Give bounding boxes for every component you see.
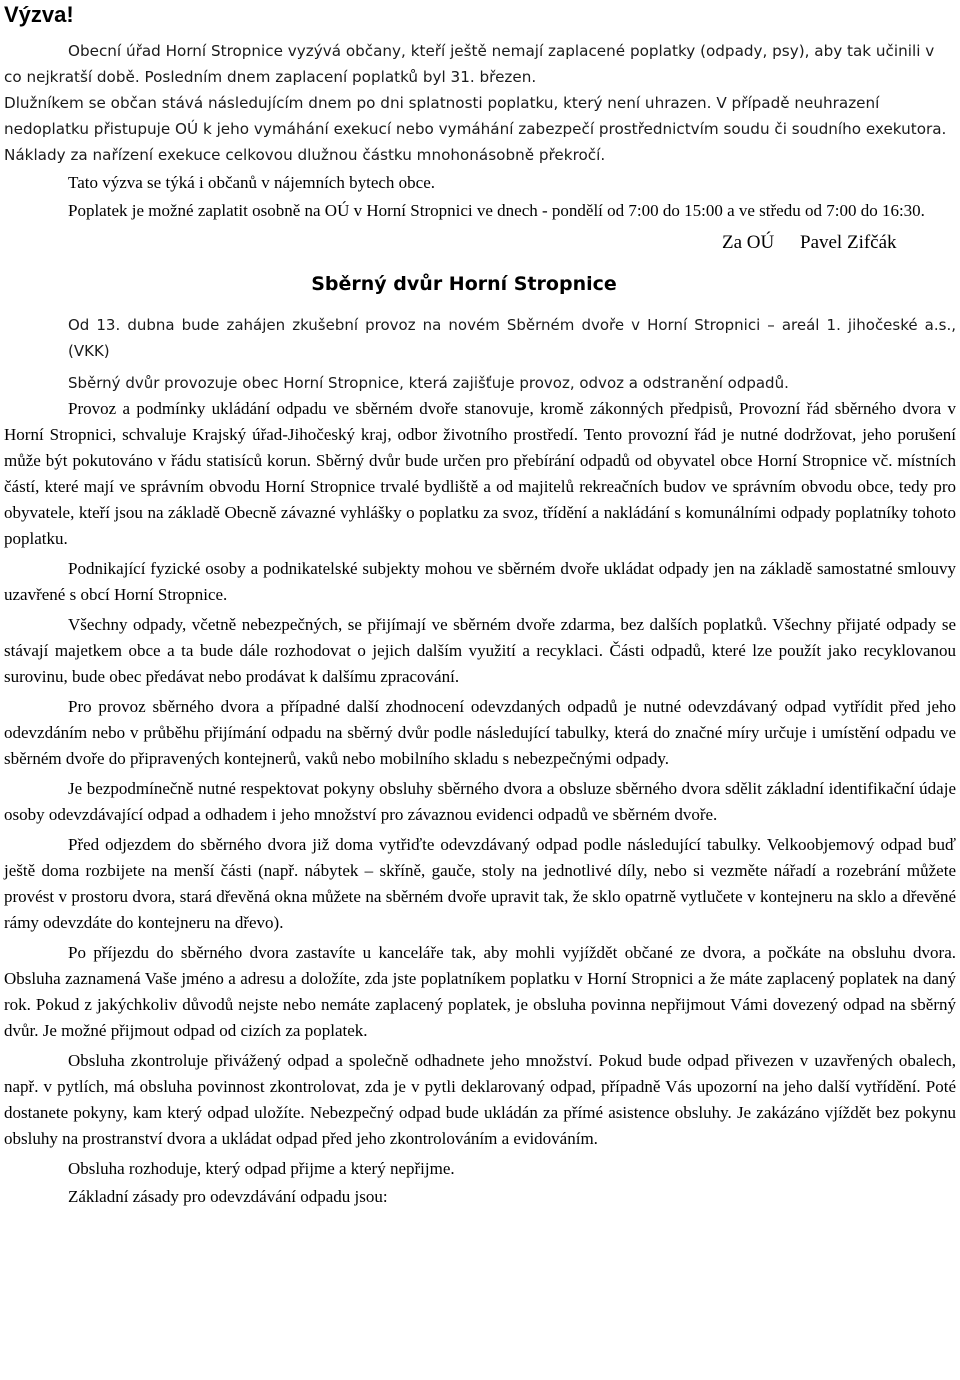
body-paragraph-1: Od 13. dubna bude zahájen zkušební provoz na novém Sběrném dvoře v Horní Stropnici – areál 1. jihočeské a.s., (VKK) — [68, 316, 956, 360]
body-paragraph-10: Obsluha zkontroluje přivážený odpad a společně odhadnete jeho množství. Pokud bude odpad přivezen v uzavřených obalech, např. v pytlích, má obsluha povinnost zkontrolovat, zda je v pytli deklarovaný odpad, případně Vás upozorní na jeho další vytřídění. Poté dostanete pokyny, kam který odpad uložíte. Nebezpečný odpad bude ukládán za přímé asistence obsluhy. Je zakázáno vjíždět bez pokynu obsluhy na prostranství dvora a ukládat odpad před jeho zkontrolováním a evidováním. — [4, 1051, 956, 1148]
signature-name: Pavel Zifčák — [800, 232, 897, 253]
signature-org: Za OÚ — [722, 232, 775, 253]
body-paragraph-4: Podnikající fyzické osoby a podnikatelské subjekty mohou ve sběrném dvoře ukládat odpady jen na základě samostatné smlouvy uzavřené s obcí Horní Stropnice. — [4, 559, 956, 604]
section-title: Sběrný dvůr Horní Stropnice — [311, 273, 617, 295]
notice-paragraph-1: Obecní úřad Horní Stropnice vyzývá občany, kteří ještě nemají zaplacené poplatky (odpady, psy), aby tak učinili v co nejkratší době. Posledním dnem zaplacení poplatků byl 31. březen. — [4, 42, 935, 86]
body-paragraph-8: Před odjezdem do sběrného dvora již doma vytřiďte odevzdávaný odpad podle následující tabulky. Velkoobjemový odpad buď ještě doma rozbijete na menší části (např. nábytek – skříně, gauče, stoly na jednotlivé díly, nebo si vezměte nářadí a rozebrání můžete provést v prostoru dvora, stará dřevěná okna můžete na sběrném dvoře upravit tak, že sklo opatrně vytlučete v kontejneru na sklo a dřevěné rámy odevzdáte do kontejneru na dřevo). — [4, 835, 956, 932]
notice-paragraph-3: Tato výzva se týká i občanů v nájemních bytech obce. — [68, 173, 436, 192]
body-paragraph-11: Obsluha rozhoduje, který odpad přijme a který nepřijme. — [68, 1159, 455, 1178]
notice-paragraph-2: Dlužníkem se občan stává následujícím dnem po dni splatnosti poplatku, který není uhrazen. V případě neuhrazení nedoplatku přistupuje OÚ k jeho vymáhání exekucí nebo vymáhání zabezpečí prostřednictvím soudu či soudního exekutora. Náklady za nařízení exekuce celkovou dlužnou částku mnohonásobně překročí. — [4, 94, 947, 164]
body-paragraph-12: Základní zásady pro odevzdávání odpadu jsou: — [68, 1187, 388, 1206]
document-page — [4, 0, 956, 1210]
body-paragraph-6: Pro provoz sběrného dvora a případné další zhodnocení odevzdaných odpadů je nutné odevzdávaný odpad vytřídit před jeho odevzdáním nebo v průběhu přijímání odpadu na sběrný dvůr podle následující tabulky, která do značné míry určuje i umístění odpadu ve sběrném dvoře do připravených kontejnerů, vaků nebo mobilního skladu s nebezpečnými odpady. — [4, 697, 956, 768]
body-paragraph-5: Všechny odpady, včetně nebezpečných, se přijímají ve sběrném dvoře zdarma, bez dalších poplatků. Všechny přijaté odpady se stávají majetkem obce a ta bude dále rozhodovat o jejich dalším využití a recyklaci. Části odpadů, které lze použít jako recyklovanou surovinu, bude obec předávat nebo prodávat k dalšímu zpracování. — [4, 615, 956, 686]
notice-heading: Výzva! — [4, 2, 74, 27]
body-paragraph-3: Provoz a podmínky ukládání odpadu ve sběrném dvoře stanovuje, kromě zákonných předpisů, Provozní řád sběrného dvora v Horní Stropnici, schvaluje Krajský úřad-Jihočeský kraj, odbor životního prostředí. Tento provozní řád je nutné dodržovat, jeho porušení může být pokutováno v řádu statisíců korun. Sběrný dvůr bude určen pro přebírání odpadů od obyvatel obce Horní Stropnice vč. místních částí, které mají ve správním obvodu Horní Stropnice trvalé bydliště a od majitelů rekreačních budov ve správním obvodu obce, tedy pro obyvatele, kteří jsou na základě Obecně závazné vyhlášky o poplatku za svoz, třídění a nakládání s komunálními odpady poplatníky tohoto poplatku. — [4, 399, 956, 548]
signature — [4, 224, 956, 270]
body-paragraph-7: Je bezpodmínečně nutné respektovat pokyny obsluhy sběrného dvora a obsluze sběrného dvora sdělit základní identifikační údaje osoby odevzdávající odpad a odhadem i jeho množství pro závaznou evidenci odpadů ve sběrném dvoře. — [4, 779, 956, 824]
body-paragraph-2: Sběrný dvůr provozuje obec Horní Stropnice, která zajišťuje provoz, odvoz a odstranění odpadů. — [68, 374, 789, 392]
body-paragraph-9: Po příjezdu do sběrného dvora zastavíte u kanceláře tak, aby mohli vyjíždět občané ze dvora, a počkáte na obsluhu dvora. Obsluha zaznamená Vaše jméno a adresu a doložíte, zda jste poplatníkem poplatku v Horní Stropnici a že máte zaplacený poplatek na daný rok. Pokud z jakýchkoliv důvodů nejste nebo nemáte zaplacený poplatek, je obsluha povinna nepřijmout Vámi dovezený odpad na sběrný dvůr. Je možné přijmout odpad od cizích za poplatek. — [4, 943, 956, 1040]
notice-paragraph-4: Poplatek je možné zaplatit osobně na OÚ v Horní Stropnici ve dnech - pondělí od 7:00 do 15:00 a ve středu od 7:00 do 16:30. — [68, 201, 925, 220]
